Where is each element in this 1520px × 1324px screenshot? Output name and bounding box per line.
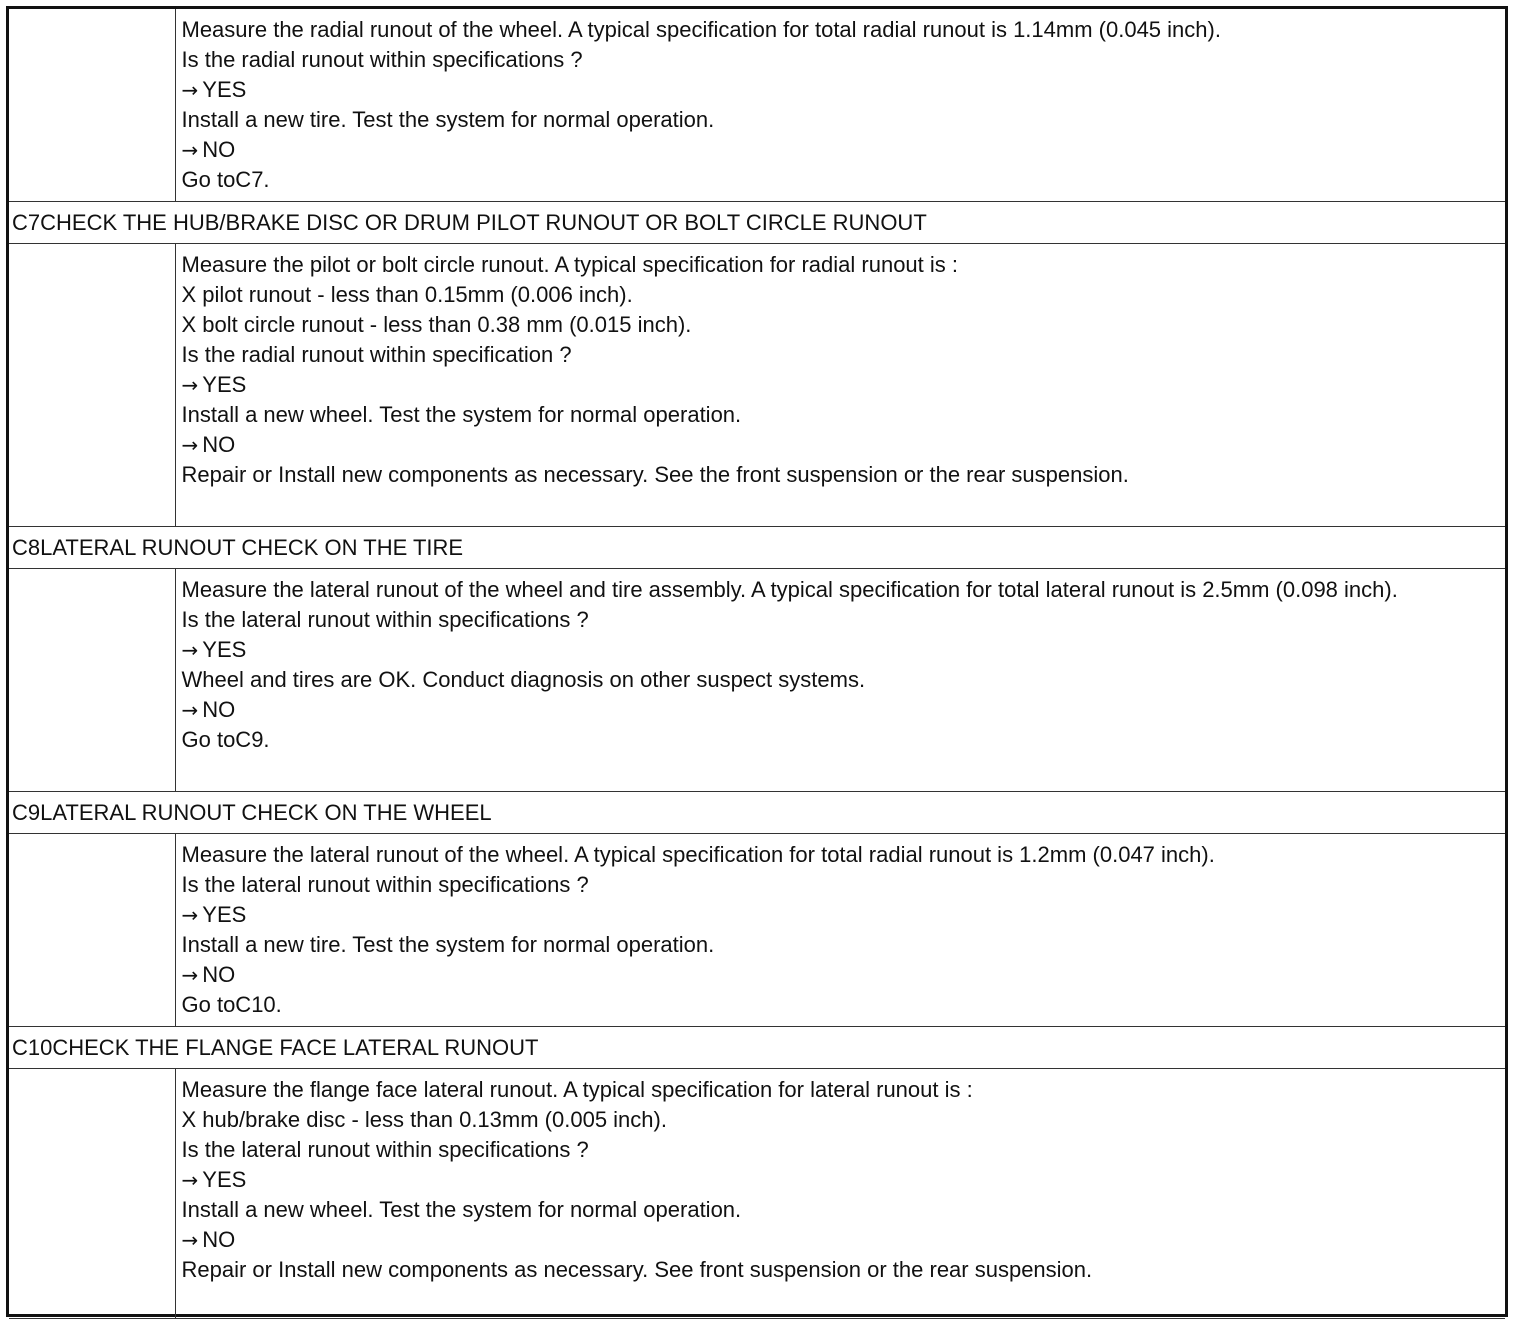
step-instructions	[176, 244, 1506, 496]
arrow-right-icon: →	[181, 903, 199, 927]
instruction-line: Measure the lateral runout of the wheel and tire assembly. A typical specification for total lateral runout is 2.5mm (0.098 inch).	[181, 577, 1398, 602]
no-action-line: Go toC10.	[181, 992, 282, 1017]
no-branch	[182, 430, 1502, 460]
step-heading-row	[9, 202, 1505, 244]
arrow-right-icon: →	[181, 433, 199, 457]
arrow-right-icon: →	[181, 373, 199, 397]
step-heading: C9LATERAL RUNOUT CHECK ON THE WHEEL	[12, 800, 492, 825]
arrow-right-icon: →	[181, 138, 199, 162]
question-line: Is the radial runout within specifications ?	[181, 47, 583, 72]
instruction-line: Measure the lateral runout of the wheel. A typical specification for total radial runout is 1.2mm (0.047 inch).	[181, 842, 1215, 867]
step-body-cell	[175, 244, 1505, 527]
step-body-cell	[175, 834, 1505, 1027]
spec-line: X hub/brake disc - less than 0.13mm (0.005 inch).	[181, 1107, 667, 1132]
step-body-row	[9, 569, 1505, 792]
step-body-cell	[175, 9, 1505, 202]
no-label: NO	[202, 697, 236, 722]
step-heading-row	[9, 1027, 1505, 1069]
yes-branch	[182, 635, 1502, 665]
diagnostic-table-body	[9, 9, 1505, 1319]
yes-branch	[182, 370, 1502, 400]
no-branch	[182, 1225, 1502, 1255]
step-spacer-cell	[9, 834, 175, 1027]
step-heading-row	[9, 792, 1505, 834]
arrow-right-icon: →	[181, 1228, 199, 1252]
step-heading-cell	[9, 1027, 1505, 1069]
step-body-row	[9, 1069, 1505, 1319]
step-body-row	[9, 9, 1505, 202]
no-branch	[182, 695, 1502, 725]
step-spacer-cell	[9, 244, 175, 527]
yes-label: YES	[202, 1167, 247, 1192]
step-body-cell	[175, 569, 1505, 792]
no-label: NO	[202, 432, 236, 457]
yes-action-line: Install a new wheel. Test the system for normal operation.	[181, 402, 742, 427]
no-action-line: Repair or Install new components as necessary. See the front suspension or the rear suspension.	[181, 462, 1129, 487]
question-line: Is the lateral runout within specifications ?	[181, 1137, 589, 1162]
yes-action-line: Install a new tire. Test the system for normal operation.	[181, 107, 715, 132]
arrow-right-icon: →	[181, 698, 199, 722]
step-heading: C8LATERAL RUNOUT CHECK ON THE TIRE	[12, 535, 464, 560]
step-heading-cell	[9, 527, 1505, 569]
step-body-row	[9, 244, 1505, 527]
diagnostic-table	[9, 9, 1505, 1319]
step-instructions	[176, 1069, 1506, 1291]
yes-label: YES	[202, 77, 247, 102]
step-instructions	[176, 569, 1506, 761]
step-body-row	[9, 834, 1505, 1027]
step-heading-cell	[9, 792, 1505, 834]
spec-line: X pilot runout - less than 0.15mm (0.006 inch).	[181, 282, 633, 307]
step-spacer-cell	[9, 569, 175, 792]
no-action-line: Go toC7.	[181, 167, 270, 192]
step-heading-cell	[9, 202, 1505, 244]
diagnostic-table-page	[6, 6, 1508, 1317]
step-instructions	[176, 9, 1506, 201]
question-line: Is the lateral runout within specifications ?	[181, 607, 589, 632]
step-body-cell	[175, 1069, 1505, 1319]
instruction-line: Measure the flange face lateral runout. A typical specification for lateral runout is :	[181, 1077, 973, 1102]
no-branch	[182, 960, 1502, 990]
yes-action-line: Install a new wheel. Test the system for normal operation.	[181, 1197, 742, 1222]
no-action-line: Repair or Install new components as necessary. See front suspension or the rear suspension.	[181, 1257, 1093, 1282]
step-spacer-cell	[9, 1069, 175, 1319]
step-spacer-cell	[9, 9, 175, 202]
question-line: Is the lateral runout within specifications ?	[181, 872, 589, 897]
spec-line: X bolt circle runout - less than 0.38 mm (0.015 inch).	[181, 312, 692, 337]
yes-label: YES	[202, 372, 247, 397]
arrow-right-icon: →	[181, 78, 199, 102]
arrow-right-icon: →	[181, 963, 199, 987]
no-branch	[182, 135, 1502, 165]
no-label: NO	[202, 137, 236, 162]
no-label: NO	[202, 962, 236, 987]
step-heading-row	[9, 527, 1505, 569]
step-heading: C10CHECK THE FLANGE FACE LATERAL RUNOUT	[12, 1035, 539, 1060]
arrow-right-icon: →	[181, 638, 199, 662]
yes-action-line: Wheel and tires are OK. Conduct diagnosis on other suspect systems.	[181, 667, 866, 692]
no-action-line: Go toC9.	[181, 727, 270, 752]
question-line: Is the radial runout within specification ?	[181, 342, 572, 367]
yes-label: YES	[202, 637, 247, 662]
yes-label: YES	[202, 902, 247, 927]
yes-branch	[182, 900, 1502, 930]
instruction-line: Measure the radial runout of the wheel. A typical specification for total radial runout is 1.14mm (0.045 inch).	[181, 17, 1221, 42]
instruction-line: Measure the pilot or bolt circle runout. A typical specification for radial runout is :	[181, 252, 958, 277]
step-instructions	[176, 834, 1506, 1026]
yes-branch	[182, 1165, 1502, 1195]
no-label: NO	[202, 1227, 236, 1252]
yes-branch	[182, 75, 1502, 105]
step-heading: C7CHECK THE HUB/BRAKE DISC OR DRUM PILOT RUNOUT OR BOLT CIRCLE RUNOUT	[12, 210, 927, 235]
arrow-right-icon: →	[181, 1168, 199, 1192]
yes-action-line: Install a new tire. Test the system for normal operation.	[181, 932, 715, 957]
